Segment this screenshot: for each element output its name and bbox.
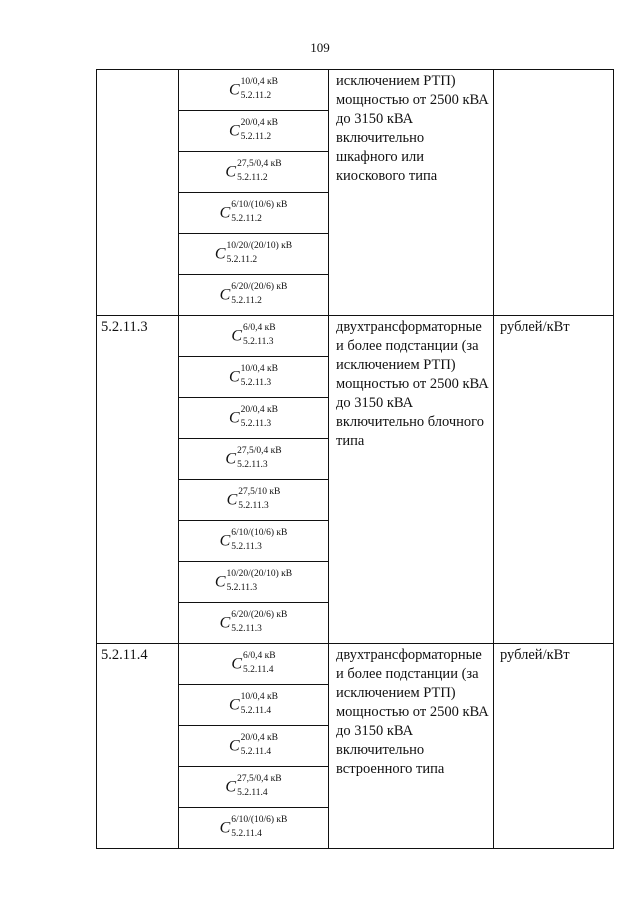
row-description: двухтрансформаторные и более подстанции (за исключением РТП) мощностью от 2500 кВА до 3150 кВА включительно блочного типа — [329, 316, 494, 644]
rate-symbol-indices — [231, 202, 287, 224]
rate-symbol — [225, 776, 281, 798]
rate-symbol-cell — [179, 111, 329, 152]
rate-symbol-cell — [179, 767, 329, 808]
rate-symbol-voltage: 10/20/(20/10) кВ — [226, 569, 293, 579]
rate-symbol-indices — [227, 243, 293, 265]
rate-symbol-index: 5.2.11.3 — [240, 419, 272, 429]
rate-symbol-indices — [243, 325, 276, 347]
rate-symbol — [220, 612, 288, 634]
rate-symbol-indices — [241, 694, 278, 716]
rate-symbol-index: 5.2.11.4 — [240, 747, 272, 757]
rate-symbol-cell — [179, 562, 329, 603]
rate-symbol-indices — [237, 448, 281, 470]
tariff-table — [96, 69, 614, 849]
rate-symbol — [229, 120, 278, 142]
rate-symbol-indices — [238, 489, 280, 511]
row-unit: рублей/кВт — [494, 316, 614, 644]
rate-symbol-base: C — [228, 409, 240, 427]
rate-symbol-index: 5.2.11.3 — [238, 501, 269, 511]
rate-symbol-voltage: 10/0,4 кВ — [240, 364, 278, 374]
rate-symbol — [229, 694, 278, 716]
rate-symbol-voltage: 6/20/(20/6) кВ — [231, 282, 288, 292]
rate-symbol-index: 5.2.11.4 — [243, 665, 274, 675]
rate-symbol-base: C — [228, 737, 240, 755]
rate-symbol-voltage: 6/10/(10/6) кВ — [231, 528, 288, 538]
rate-symbol — [220, 202, 288, 224]
rate-symbol-voltage: 20/0,4 кВ — [240, 405, 278, 415]
rate-symbol-base: C — [226, 491, 238, 509]
rate-symbol-indices — [231, 817, 287, 839]
rate-symbol-cell — [179, 521, 329, 562]
rate-symbol-voltage: 27,5/10 кВ — [238, 487, 281, 497]
rate-symbol-indices — [237, 776, 281, 798]
rate-symbol-indices — [231, 530, 287, 552]
rate-symbol-voltage: 20/0,4 кВ — [240, 118, 278, 128]
rate-symbol-index: 5.2.11.4 — [240, 706, 272, 716]
rate-symbol-cell — [179, 275, 329, 316]
table-row — [97, 316, 614, 357]
rate-symbol-index: 5.2.11.2 — [226, 255, 258, 265]
rate-symbol — [220, 817, 288, 839]
rate-symbol-indices — [227, 571, 293, 593]
rate-symbol-voltage: 10/0,4 кВ — [240, 692, 278, 702]
rate-symbol-voltage: 27,5/0,4 кВ — [237, 446, 282, 456]
rate-symbol-base: C — [219, 819, 231, 837]
rate-symbol-base: C — [214, 573, 226, 591]
rate-symbol-base: C — [219, 614, 231, 632]
rate-symbol-index: 5.2.11.3 — [243, 337, 274, 347]
rate-symbol-base: C — [225, 778, 237, 796]
rate-symbol-cell — [179, 480, 329, 521]
rate-symbol-index: 5.2.11.3 — [231, 624, 262, 634]
rate-symbol-voltage: 6/20/(20/6) кВ — [231, 610, 288, 620]
rate-symbol — [215, 243, 292, 265]
rate-symbol-voltage: 6/10/(10/6) кВ — [231, 815, 288, 825]
rate-symbol-voltage: 10/0,4 кВ — [240, 77, 278, 87]
page-number: 109 — [310, 40, 330, 55]
rate-symbol-indices — [237, 161, 281, 183]
rate-symbol — [229, 407, 278, 429]
row-description: двухтрансформаторные и более подстанции (за исключением РТП) мощностью от 2500 кВА до 3150 кВА включительно встроенного типа — [329, 644, 494, 849]
rate-symbol-voltage: 6/0,4 кВ — [243, 323, 276, 333]
rate-symbol — [215, 571, 292, 593]
rate-symbol-voltage: 20/0,4 кВ — [240, 733, 278, 743]
rate-symbol-cell — [179, 152, 329, 193]
row-code: 5.2.11.3 — [97, 316, 179, 644]
rate-symbol-voltage: 10/20/(20/10) кВ — [226, 241, 293, 251]
rate-symbol-base: C — [231, 655, 243, 673]
rate-symbol-index: 5.2.11.3 — [237, 460, 268, 470]
rate-symbol-index: 5.2.11.4 — [231, 829, 262, 839]
rate-symbol-cell — [179, 808, 329, 849]
rate-symbol-cell — [179, 234, 329, 275]
rate-symbol-base: C — [228, 368, 240, 386]
rate-symbol — [231, 653, 275, 675]
rate-symbol-cell — [179, 357, 329, 398]
rate-symbol-base: C — [231, 327, 243, 345]
rate-symbol-indices — [241, 79, 278, 101]
rate-symbol — [229, 366, 278, 388]
row-unit — [494, 70, 614, 316]
rate-symbol-index: 5.2.11.2 — [231, 296, 262, 306]
rate-symbol-voltage: 27,5/0,4 кВ — [237, 774, 282, 784]
rate-symbol — [220, 284, 288, 306]
row-description: исключением РТП) мощностью от 2500 кВА до 3150 кВА включительно шкафного или киоскового типа — [329, 70, 494, 316]
rate-symbol-base: C — [219, 204, 231, 222]
rate-symbol-indices — [241, 407, 278, 429]
rate-symbol-indices — [241, 366, 278, 388]
rate-symbol — [231, 325, 275, 347]
rate-symbol — [229, 735, 278, 757]
rate-symbol-indices — [243, 653, 276, 675]
rate-symbol — [229, 79, 278, 101]
rate-symbol-cell — [179, 439, 329, 480]
rate-symbol-base: C — [228, 81, 240, 99]
rate-symbol-voltage: 6/10/(10/6) кВ — [231, 200, 288, 210]
rate-symbol-voltage: 6/0,4 кВ — [243, 651, 276, 661]
rate-symbol-cell — [179, 644, 329, 685]
rate-symbol-cell — [179, 193, 329, 234]
rate-symbol-index: 5.2.11.2 — [240, 132, 272, 142]
row-code — [97, 70, 179, 316]
rate-symbol-index: 5.2.11.2 — [231, 214, 262, 224]
tariff-table-body — [97, 70, 614, 849]
rate-symbol-indices — [231, 284, 287, 306]
rate-symbol-base: C — [214, 245, 226, 263]
rate-symbol-index: 5.2.11.2 — [237, 173, 268, 183]
rate-symbol — [220, 530, 288, 552]
rate-symbol-cell — [179, 316, 329, 357]
rate-symbol-indices — [241, 735, 278, 757]
row-code: 5.2.11.4 — [97, 644, 179, 849]
rate-symbol-index: 5.2.11.4 — [237, 788, 268, 798]
rate-symbol-base: C — [219, 286, 231, 304]
rate-symbol-cell — [179, 726, 329, 767]
rate-symbol-cell — [179, 398, 329, 439]
rate-symbol — [225, 448, 281, 470]
rate-symbol-indices — [231, 612, 287, 634]
rate-symbol-cell — [179, 603, 329, 644]
rate-symbol-base: C — [219, 532, 231, 550]
table-row — [97, 644, 614, 685]
rate-symbol-index: 5.2.11.2 — [240, 91, 272, 101]
rate-symbol-base: C — [228, 122, 240, 140]
rate-symbol-base: C — [225, 450, 237, 468]
rate-symbol-index: 5.2.11.3 — [231, 542, 262, 552]
rate-symbol-cell — [179, 70, 329, 111]
rate-symbol-indices — [241, 120, 278, 142]
rate-symbol-index: 5.2.11.3 — [240, 378, 272, 388]
rate-symbol-base: C — [225, 163, 237, 181]
rate-symbol-index: 5.2.11.3 — [226, 583, 258, 593]
rate-symbol — [225, 161, 281, 183]
rate-symbol-base: C — [228, 696, 240, 714]
row-unit: рублей/кВт — [494, 644, 614, 849]
table-row — [97, 70, 614, 111]
rate-symbol-voltage: 27,5/0,4 кВ — [237, 159, 282, 169]
rate-symbol-cell — [179, 685, 329, 726]
rate-symbol — [227, 489, 281, 511]
